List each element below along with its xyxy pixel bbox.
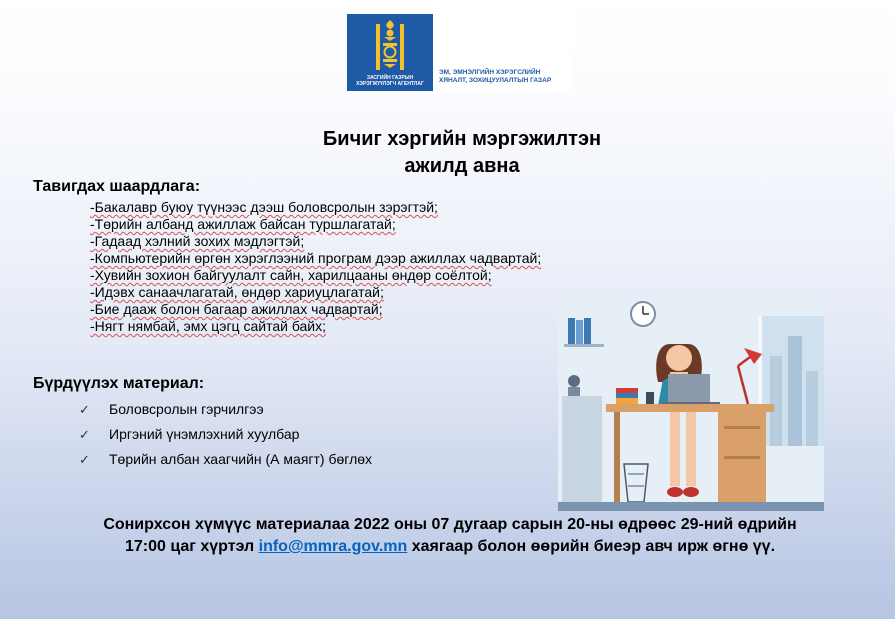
logo-agency-text: ЗАСГИЙН ГАЗРЫН ХЭРЭГЖҮҮЛЭГЧ АГЕНТЛАГ <box>356 75 424 87</box>
checkmark-icon: ✓ <box>79 402 90 417</box>
agency-logo <box>347 14 573 91</box>
material-text: Боловсролын гэрчилгээ <box>109 401 264 417</box>
list-item <box>90 301 541 318</box>
soyombo-emblem-icon <box>372 18 408 74</box>
list-item <box>79 451 372 468</box>
list-item <box>90 318 541 335</box>
office-worker-illustration <box>558 296 824 511</box>
list-item <box>90 199 541 216</box>
requirement-text: -Бие дааж болон багаар ажиллах чадвартай; <box>90 301 383 317</box>
notice-deadline-text: 17:00 цаг хүртэл <box>124 538 255 555</box>
material-text: Иргэний үнэмлэхний хуулбар <box>109 426 300 442</box>
title-line2: ажилд авна <box>404 155 520 177</box>
list-item <box>90 250 541 267</box>
logo-text-panel <box>433 14 573 91</box>
requirement-text: -Хувийн зохион байгуулалт сайн, харилцааны өндөр соёлтой; <box>90 267 492 283</box>
list-item <box>90 284 541 301</box>
logo-emblem-panel <box>347 14 433 91</box>
checkmark-icon: ✓ <box>79 427 90 442</box>
notice-line2 <box>20 536 880 558</box>
requirement-text: -Нягт нямбай, эмх цэгц сайтай байх; <box>90 318 327 334</box>
notice-suffix-text: хаягаар болон өөрийн биеэр авч ирж өгнө үү. <box>411 538 776 555</box>
logo-department-line2: ХЯНАЛТ, ЗОХИЦУУЛАЛТЫН ГАЗАР <box>439 77 552 84</box>
requirements-list <box>90 199 541 335</box>
requirements-heading: Тавигдах шаардлага: <box>33 178 201 195</box>
logo-department-text <box>439 69 551 85</box>
requirement-text: -Компьютерийн өргөн хэрэглээний програм дээр ажиллах чадвартай; <box>90 250 542 266</box>
requirement-text: -Гадаад хэлний зохих мэдлэгтэй; <box>90 233 305 249</box>
notice-line1: Сонирхсон хүмүүс материалаа 2022 оны 07 дугаар сарын 20-ны өдрөөс 29-ний өдрийн <box>103 516 797 533</box>
application-notice <box>20 514 880 558</box>
requirement-text: -Төрийн албанд ажиллаж байсан туршлагатай; <box>90 216 396 232</box>
list-item <box>79 401 372 418</box>
list-item <box>90 216 541 233</box>
materials-list <box>79 401 372 476</box>
list-item <box>79 426 372 443</box>
materials-heading: Бүрдүүлэх материал: <box>33 375 205 392</box>
page-title <box>232 126 692 180</box>
requirement-text: -Идэвх санаачлагатай, өндөр хариуцлагатай; <box>90 284 384 300</box>
list-item <box>90 233 541 250</box>
material-text: Төрийн албан хаагчийн (А маягт) бөглөх <box>109 451 373 467</box>
checkmark-icon: ✓ <box>79 452 90 467</box>
logo-department-line1: ЭМ, ЭМНЭЛГИЙН ХЭРЭГСЛИЙН <box>439 69 541 76</box>
list-item <box>90 267 541 284</box>
requirement-text: -Бакалавр буюу түүнээс дээш боловсролын зэрэгтэй; <box>90 199 438 215</box>
email-link[interactable]: info@mmra.gov.mn <box>258 538 408 555</box>
title-line1: Бичиг хэргийн мэргэжилтэн <box>322 128 602 150</box>
